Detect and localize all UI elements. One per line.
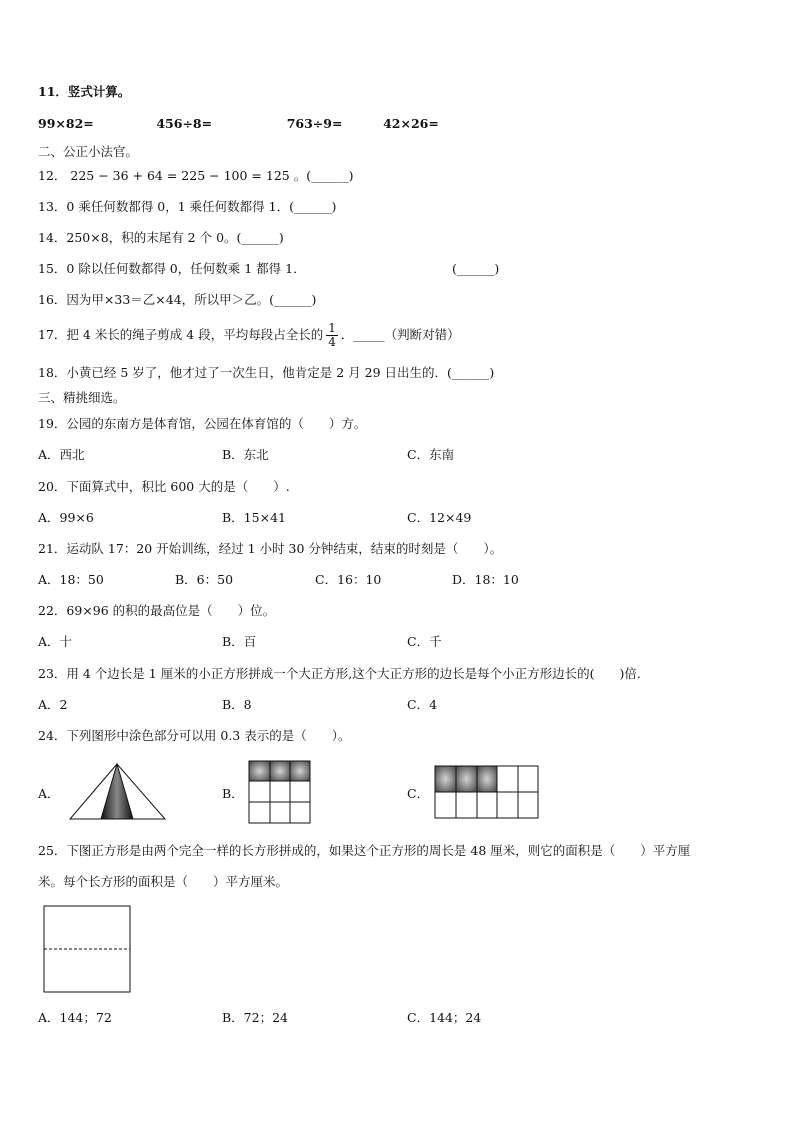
question-14: 14．250×8，积的末尾有 2 个 0。(______) [38, 230, 284, 245]
option-a[interactable]: A．99×6 [38, 510, 94, 525]
fraction-numerator: 1 [328, 321, 336, 335]
option-a[interactable]: A．2 [38, 697, 68, 712]
figure-b-grid [249, 761, 310, 823]
option-b[interactable]: B．6：50 [175, 572, 234, 587]
question-15-blank: (______) [452, 261, 500, 276]
option-c[interactable]: C．千 [407, 634, 442, 649]
option-c[interactable]: C．12×49 [407, 510, 472, 525]
option-c[interactable]: C．东南 [407, 447, 455, 462]
q17-text-before: 17．把 4 米长的绳子剪成 4 段，平均每段占全长的 [38, 327, 324, 342]
option-b[interactable]: B．东北 [222, 447, 269, 462]
option-c-label[interactable]: C． [407, 786, 430, 801]
calc-item: 99×82= [38, 116, 94, 131]
option-a[interactable]: A．144；72 [38, 1010, 112, 1025]
option-c[interactable]: C．16：10 [315, 572, 382, 587]
figure-a-triangle [70, 764, 165, 819]
question-23: 23．用 4 个边长是 1 厘米的小正方形拼成一个大正方形,这个大正方形的边长是每个小正方形边长的( )倍. [38, 666, 641, 681]
option-b[interactable]: B．72；24 [222, 1010, 288, 1025]
question-18: 18．小黄已经 5 岁了，他才过了一次生日，他肯定是 2 月 29 日出生的．(______) [38, 365, 495, 380]
q25-square-figure [44, 906, 130, 992]
section-heading-3: 三、精挑细选。 [38, 390, 126, 405]
question-24: 24．下列图形中涂色部分可以用 0.3 表示的是（ ）。 [38, 728, 351, 743]
option-a-label[interactable]: A． [38, 786, 60, 801]
question-21: 21．运动队 17：20 开始训练，经过 1 小时 30 分钟结束，结束的时刻是（ ）。 [38, 541, 503, 556]
question-12: 12． 225 − 36 + 64 = 225 − 100 = 125 。(______) [38, 168, 354, 183]
question-25-line1: 25．下图正方形是由两个完全一样的长方形拼成的，如果这个正方形的周长是 48 厘米，则它的面积是（ ）平方厘 [38, 843, 691, 858]
question-22: 22．69×96 的积的最高位是（ ）位。 [38, 603, 276, 618]
question-25-line2: 米。每个长方形的面积是（ ）平方厘米。 [38, 874, 289, 889]
q11-title: 11．竖式计算。 [38, 84, 131, 99]
option-b-label[interactable]: B． [222, 786, 244, 801]
calc-item: 456÷8= [156, 116, 213, 131]
question-13: 13．0 乘任何数都得 0，1 乘任何数都得 1．(______) [38, 199, 337, 214]
fraction-denominator: 4 [328, 335, 336, 349]
calc-item: 763÷9= [286, 116, 343, 131]
option-d[interactable]: D．18：10 [452, 572, 519, 587]
q17-text-after: ．_____（判断对错） [340, 327, 460, 342]
figure-c-grid [435, 766, 538, 818]
option-a[interactable]: A．18：50 [38, 572, 104, 587]
option-b[interactable]: B．8 [222, 697, 252, 712]
option-b[interactable]: B．百 [222, 634, 257, 649]
option-b[interactable]: B．15×41 [222, 510, 286, 525]
option-a[interactable]: A．十 [38, 634, 73, 649]
option-a[interactable]: A．西北 [38, 447, 85, 462]
calc-item: 42×26= [383, 116, 439, 131]
question-20: 20．下面算式中，积比 600 大的是（ ）. [38, 479, 290, 494]
question-19: 19．公园的东南方是体育馆，公园在体育馆的（ ）方。 [38, 416, 367, 431]
option-c[interactable]: C．4 [407, 697, 438, 712]
section-heading-2: 二、公正小法官。 [38, 144, 139, 159]
question-15: 15．0 除以任何数都得 0，任何数乘 1 都得 1． [38, 261, 306, 276]
option-c[interactable]: C．144；24 [407, 1010, 482, 1025]
question-16: 16．因为甲×33＝乙×44，所以甲＞乙。(______) [38, 292, 317, 307]
